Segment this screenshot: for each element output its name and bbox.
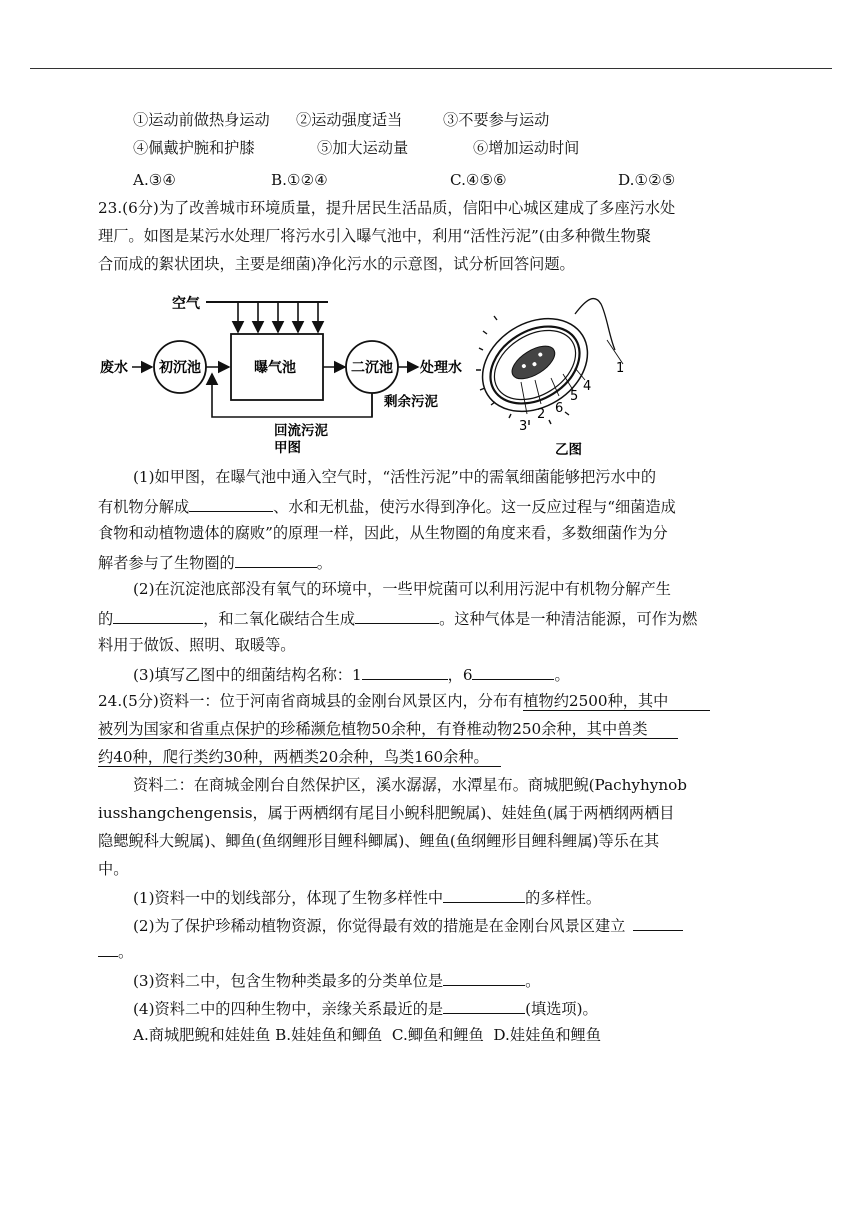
- q24-s2-text-b: 。: [118, 943, 134, 961]
- q24-material1-line-1: [98, 692, 710, 710]
- q23-part2-text-a: 的: [98, 610, 114, 628]
- q23-part3-text-b: ，6: [447, 666, 473, 684]
- q23-part2-text-b: ，和二氧化碳结合生成: [203, 610, 356, 628]
- leader-line-3: [521, 382, 527, 414]
- q24-s3-text-a: (3)资料二中，包含生物种类最多的分类单位是: [133, 972, 444, 990]
- q23-part1-line-1: (1)如甲图，在曝气池中通入空气时，“活性污泥”中的需氧细菌能够把污水中的: [133, 468, 657, 486]
- answer-blank-9[interactable]: [443, 970, 525, 986]
- q24-choice-b: B.娃娃鱼和鲫鱼: [275, 1026, 383, 1044]
- answer-blank-1[interactable]: [189, 496, 273, 512]
- q23-part1-text-a: 有机物分解成: [98, 498, 190, 516]
- q24-s1-text-a: (1)资料一中的划线部分，体现了生物多样性中: [133, 889, 444, 907]
- fig-b-label-6: 6: [555, 401, 564, 416]
- fig-a-secondary-label: 二沉池: [351, 360, 393, 376]
- fig-a-aeration-label: 曝气池: [254, 360, 296, 376]
- q23-part1-line-3: 食物和动植物遗体的腐败”的原理一样，因此，从生物圈的角度来看，多数细菌作为分: [98, 524, 668, 542]
- fig-a-air-label: 空气: [172, 296, 200, 312]
- fig-b-label-5: 5: [570, 389, 579, 404]
- q24-material2-line-4: 中。: [98, 860, 129, 878]
- fig-b-label-1: 1: [616, 361, 625, 376]
- answer-blank-6[interactable]: [472, 664, 554, 680]
- q22-choice-a: A.③④: [133, 171, 177, 189]
- fig-b-label-3: 3: [519, 419, 528, 434]
- q24-s3-text-b: 。: [525, 972, 541, 990]
- q22-choice-c: C.④⑤⑥: [450, 171, 507, 189]
- q22-option-1: ①运动前做热身运动: [133, 111, 270, 129]
- q22-choice-b: B.①②④: [271, 171, 328, 189]
- q24-s4-text-a: (4)资料二中的四种生物中，亲缘关系最近的是: [133, 1000, 444, 1018]
- q24-sub-3: [133, 970, 540, 990]
- q24-choices: [133, 1026, 601, 1044]
- q24-l1-text: 24.(5分)资料一：位于河南省商城县的金刚台风景区内，分布有: [98, 692, 524, 710]
- q24-material1-line-2: [98, 720, 678, 738]
- q23-stem-line-3: 合而成的絮状团块，主要是细菌)净化污水的示意图，试分析回答问题。: [98, 255, 575, 273]
- q24-l1-underlined: 植物约2500种，其中: [523, 692, 710, 711]
- fig-a-caption: 甲图: [274, 440, 301, 456]
- q23-part3-text-a: (3)填写乙图中的细菌结构名称：1: [133, 666, 362, 684]
- fig-a-return-label: 回流污泥: [274, 423, 328, 439]
- figure-a-process-diagram: [98, 290, 473, 460]
- q24-l2-underlined: 被列为国家和省重点保护的珍稀濒危植物50余种，有脊椎动物250余种，其中兽类: [98, 720, 678, 739]
- answer-blank-7[interactable]: [443, 887, 525, 903]
- q23-part2-line-2: [98, 608, 697, 628]
- fig-a-primary-label: 初沉池: [159, 360, 201, 376]
- q24-sub-1: [133, 887, 601, 907]
- fig-a-surplus-label: 剩余污泥: [384, 394, 438, 410]
- figure-b-bacterium-diagram: [475, 290, 635, 460]
- q24-choice-a: A.商城肥鲵和娃娃鱼: [133, 1026, 271, 1044]
- fig-b-label-4: 4: [583, 379, 592, 394]
- q22-option-5: ⑤加大运动量: [317, 139, 409, 157]
- fig-b-caption: 乙图: [555, 442, 582, 458]
- q23-stem-line-2: 理厂。如图是某污水处理厂将污水引入曝气池中，利用“活性污泥”(由多种微生物聚: [98, 227, 652, 245]
- q22-option-3: ③不要参与运动: [443, 111, 550, 129]
- q24-l3-underlined: 约40种，爬行类约30种，两栖类20余种，鸟类160余种。: [98, 748, 501, 767]
- q24-sub-4: [133, 998, 598, 1018]
- q22-option-6: ⑥增加运动时间: [473, 139, 580, 157]
- q23-stem-line-1: 23.(6分)为了改善城市环境质量，提升居民生活品质，信阳中心城区建成了多座污水处: [98, 199, 676, 217]
- q24-s4-text-b: (填选项)。: [525, 1000, 598, 1018]
- q24-material2-line-3: 隐鳃鲵科大鲵属)、鲫鱼(鱼纲鲤形目鲤科鲫属)、鲤鱼(鱼纲鲤形目鲤科鲤属)等乐在其: [98, 832, 660, 850]
- answer-blank-8[interactable]: [633, 915, 683, 931]
- q22-choice-d: D.①②⑤: [618, 171, 676, 189]
- answer-blank-2[interactable]: [235, 552, 317, 568]
- q24-material2-line-2: iusshangchengensis，属于两栖纲有尾目小鲵科肥鲵属)、娃娃鱼(属于两栖纲两栖目: [98, 804, 675, 822]
- return-sludge-line: [212, 374, 372, 417]
- q23-part2-text-c: 。这种气体是一种清洁能源，可作为燃: [439, 610, 698, 628]
- q24-material2-line-1: 资料二：在商城金刚台自然保护区，溪水潺潺，水潭星布。商城肥鲵(Pachyhynob: [133, 776, 688, 794]
- q24-s1-text-b: 的多样性。: [525, 889, 602, 907]
- q23-part2-line-1: (2)在沉淀池底部没有氧气的环境中，一些甲烷菌可以利用污泥中有机物分解产生: [133, 580, 671, 598]
- fig-b-label-2: 2: [537, 407, 546, 422]
- q23-part1-line-2: [98, 496, 676, 516]
- q23-part1-text-c: 解者参与了生物圈的: [98, 554, 235, 572]
- header-rule: [30, 68, 832, 69]
- answer-blank-5[interactable]: [362, 664, 448, 680]
- answer-blank-10[interactable]: [443, 998, 525, 1014]
- q23-part1-line-4: [98, 552, 332, 572]
- fig-a-treated-label: 处理水: [420, 360, 462, 376]
- q23-part3-text-c: 。: [554, 666, 570, 684]
- q24-s2-text-a: (2)为了保护珍稀动植物资源，你觉得最有效的措施是在金刚台风景区建立: [133, 917, 626, 935]
- q24-choice-d: D.娃娃鱼和鲤鱼: [493, 1026, 602, 1044]
- q24-material1-line-3: [98, 748, 501, 766]
- q24-choice-c: C.鲫鱼和鲤鱼: [391, 1026, 484, 1044]
- q23-part1-text-b: 、水和无机盐，使污水得到净化。这一反应过程与“细菌造成: [273, 498, 676, 516]
- q24-sub-2: [133, 915, 683, 935]
- q23-part3-line: [133, 664, 570, 684]
- answer-blank-8-cont[interactable]: [98, 941, 118, 957]
- q23-part1-text-d: 。: [316, 554, 332, 572]
- answer-blank-4[interactable]: [355, 608, 439, 624]
- q22-option-2: ②运动强度适当: [296, 111, 403, 129]
- q24-sub-2-cont: [98, 941, 133, 961]
- q23-part2-line-3: 料用于做饭、照明、取暖等。: [98, 636, 296, 654]
- answer-blank-3[interactable]: [113, 608, 203, 624]
- fig-a-waste-label: 废水: [100, 360, 128, 376]
- q22-option-4: ④佩戴护腕和护膝: [133, 139, 255, 157]
